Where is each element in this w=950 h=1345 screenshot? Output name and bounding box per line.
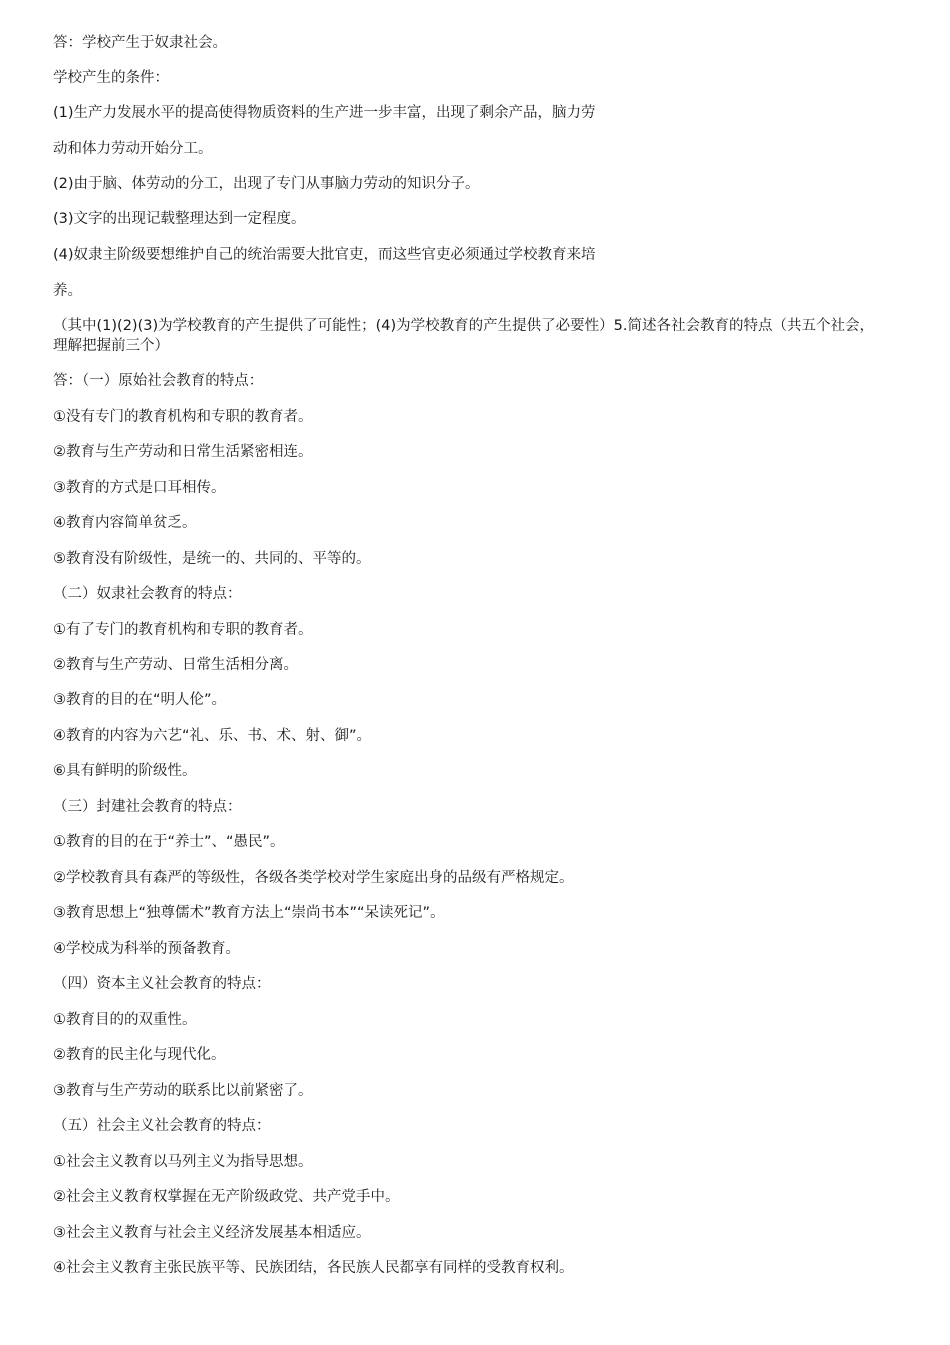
text-line: ④教育内容简单贫乏。 bbox=[53, 515, 197, 531]
text-line: 答：（一）原始社会教育的特点： bbox=[53, 373, 264, 389]
text-line: 学校产生的条件： bbox=[53, 70, 169, 86]
text-line: (1)生产力发展水平的提高使得物质资料的生产进一步丰富，出现了剩余产品，脑力劳 bbox=[53, 105, 596, 121]
text-line: ⑤教育没有阶级性，是统一的、共同的、平等的。 bbox=[53, 551, 371, 567]
text-line: ②教育与生产劳动和日常生活紧密相连。 bbox=[53, 444, 313, 460]
text-line: ②教育的民主化与现代化。 bbox=[53, 1047, 226, 1063]
text-line: ②教育与生产劳动、日常生活相分离。 bbox=[53, 657, 298, 673]
text-line: （四）资本主义社会教育的特点： bbox=[53, 976, 271, 992]
text-line: ②社会主义教育权掌握在无产阶级政党、共产党手中。 bbox=[53, 1189, 400, 1205]
text-line: ④教育的内容为六艺“礼、乐、书、术、射、御”。 bbox=[53, 728, 372, 744]
text-line: 答：学校产生于奴隶社会。 bbox=[53, 35, 227, 51]
text-line: (4)奴隶主阶级要想维护自己的统治需要大批官吏，而这些官吏必须通过学校教育来培 bbox=[53, 247, 596, 263]
text-line: (3)文字的出现记载整理达到一定程度。 bbox=[53, 211, 306, 227]
text-line: ③教育的方式是口耳相传。 bbox=[53, 480, 226, 496]
text-line: ③社会主义教育与社会主义经济发展基本相适应。 bbox=[53, 1225, 371, 1241]
text-line: ①社会主义教育以马列主义为指导思想。 bbox=[53, 1154, 313, 1170]
text-line: ①教育目的的双重性。 bbox=[53, 1012, 197, 1028]
text-line: ①有了专门的教育机构和专职的教育者。 bbox=[53, 622, 313, 638]
text-line: 动和体力劳动开始分工。 bbox=[53, 141, 213, 157]
text-line: （五）社会主义社会教育的特点： bbox=[53, 1118, 271, 1134]
text-line: ②学校教育具有森严的等级性，各级各类学校对学生家庭出身的品级有严格规定。 bbox=[53, 870, 574, 886]
text-line: （三）封建社会教育的特点： bbox=[53, 799, 242, 815]
text-line: ④社会主义教育主张民族平等、民族团结，各民族人民都享有同样的受教育权利。 bbox=[53, 1260, 574, 1276]
text-line: （其中(1)(2)(3)为学校教育的产生提供了可能性；(4)为学校教育的产生提供了必要性）5.简述各社会教育的特点（共五个社会，理解把握前三个） bbox=[53, 318, 874, 354]
text-line: ④学校成为科举的预备教育。 bbox=[53, 941, 240, 957]
text-line: ③教育与生产劳动的联系比以前紧密了。 bbox=[53, 1083, 313, 1099]
text-line: ③教育思想上“独尊儒术”教育方法上“崇尚书本”“呆读死记”。 bbox=[53, 905, 445, 921]
text-line: ⑥具有鲜明的阶级性。 bbox=[53, 763, 197, 779]
text-line: 养。 bbox=[53, 283, 82, 299]
text-line: ③教育的目的在“明人伦”。 bbox=[53, 692, 227, 708]
text-line: （二）奴隶社会教育的特点： bbox=[53, 586, 242, 602]
text-line: ①教育的目的在于“养士”、“愚民”。 bbox=[53, 834, 285, 850]
text-line: (2)由于脑、体劳动的分工，出现了专门从事脑力劳动的知识分子。 bbox=[53, 176, 480, 192]
text-line: ①没有专门的教育机构和专职的教育者。 bbox=[53, 409, 313, 425]
